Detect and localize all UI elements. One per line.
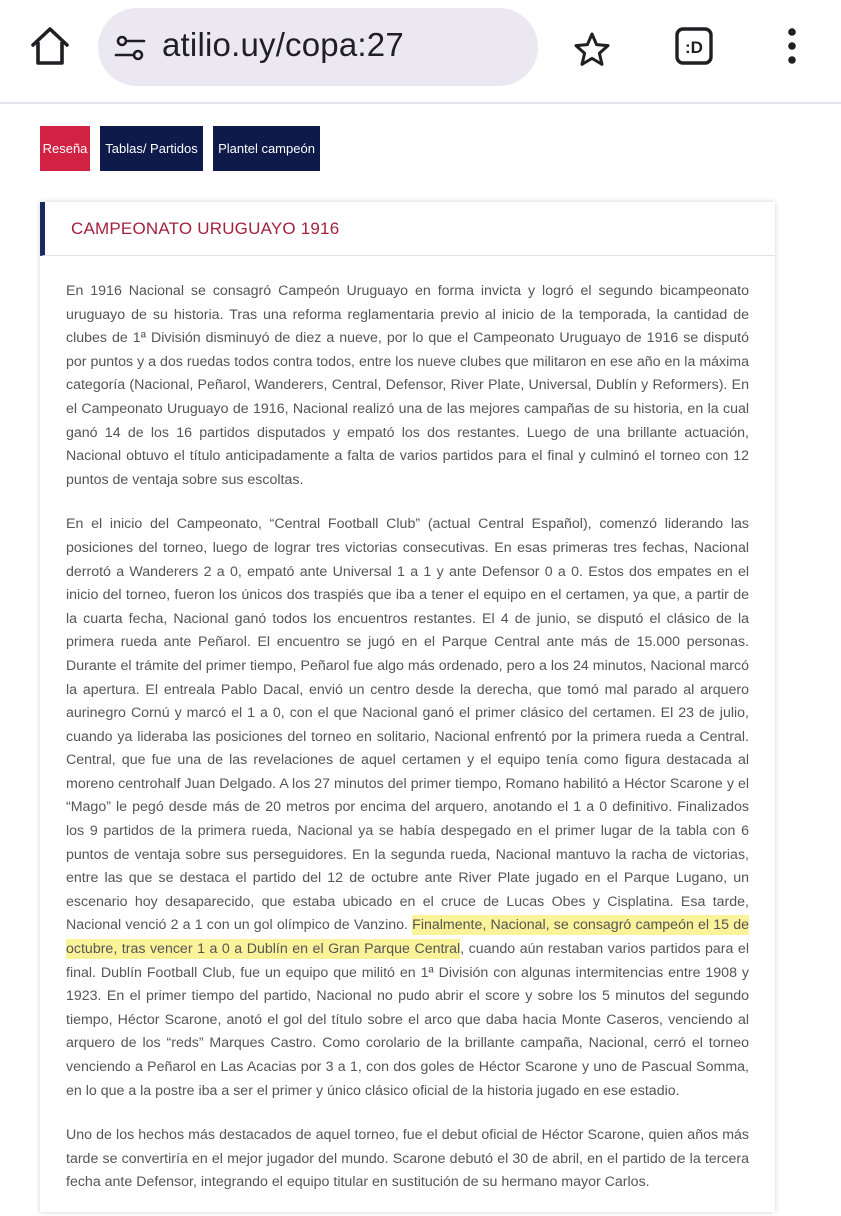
home-icon xyxy=(28,24,72,68)
article-title: CAMPEONATO URUGUAYO 1916 xyxy=(71,219,340,238)
tab-switcher-icon xyxy=(674,26,714,66)
home-button[interactable] xyxy=(28,24,72,68)
star-icon xyxy=(572,30,612,70)
nav-plantel-campeon-button[interactable]: Plantel campeón xyxy=(213,126,320,171)
highlighted-text: Finalmente, Nacional, se consagró campeón el 15 de octubre, tras vencer 1 a 0 a Dublín en el Gran Parque Central xyxy=(66,917,749,958)
tune-icon xyxy=(112,30,148,66)
more-options-button[interactable] xyxy=(780,26,804,68)
article-body xyxy=(66,280,749,1216)
site-settings-button[interactable] xyxy=(112,30,148,66)
url-text[interactable]: atilio.uy/copa:27 xyxy=(162,26,404,63)
address-bar[interactable] xyxy=(98,8,538,86)
tab-switcher-button[interactable] xyxy=(674,26,714,66)
more-vert-icon xyxy=(780,26,804,68)
nav-tablas-partidos-button[interactable]: Tablas/ Partidos xyxy=(100,126,203,171)
tab-count-label: :D xyxy=(685,38,703,57)
bookmark-button[interactable] xyxy=(572,30,612,70)
paragraph-2-text-end: , cuando aún restaban varios partidos para el final. Dublín Football Club, fue un equipo que militó en 1ª División con algunas intermitencias entre 1908 y 1923. En el primer tiempo del partido, Nacional no pudo abrir el score y sobre los 5 minutos del segundo tiempo, Héctor Scarone, anotó el gol del título sobre el arco que daba hacia Monte Caseros, venciendo al arquero de los “reds” Marques Castro. Como corolario de la brillante campaña, Nacional, cerró el torneo venciendo a Peñarol en Las Acacias por 3 a 1, con dos goles de Héctor Scarone y uno de Pascual Somma, en lo que a la postre iba a ser el primer y único clásico oficial de la historia jugado en ese estadio. xyxy=(66,941,749,1099)
paragraph-2-text-start: En el inicio del Campeonato, “Central Football Club” (actual Central Español), comenzó liderando las posiciones del torneo, luego de lograr tres victorias consecutivas. En esas primeras tres fechas, Nacional derrotó a Wanderers 2 a 0, empató ante Universal 1 a 1 y ante Defensor 0 a 0. Estos dos empates en el inicio del torneo, fueron los únicos dos traspiés que iba a tener el equipo en el certamen, ya que, a partir de la cuarta fecha, Nacional ganó todos los encuentros restantes. El 4 de junio, se disputó el clásico de la primera rueda ante Peñarol. El encuentro se jugó en el Parque Central ante más de 15.000 personas. Durante el trámite del primer tiempo, Peñarol fue algo más ordenado, pero a los 24 minutos, Nacional marcó la apertura. El entreala Pablo Dacal, envió un centro desde la derecha, que tomó mal parado al arquero aurinegro Cornú y marcó el 1 a 0, con el que Nacional ganó el primer clásico del certamen. El 23 de julio, cuando ya lideraba las posiciones del torneo en solitario, Nacional enfrentó por la primera rueda a Central. Central, que fue una de las revelaciones de aquel certamen y el equipo tenía como figura destacada al moreno centrohalf Juan Delgado. A los 27 minutos del primer tiempo, Romano habilitó a Héctor Scarone y el “Mago” le pegó desde más de 20 metros por encima del arquero, anotando el 1 a 0 definitivo. Finalizados los 9 partidos de la primera rueda, Nacional ya se había despegado en el primer lugar de la tabla con 6 puntos de ventaja sobre sus perseguidores. En la segunda rueda, Nacional mantuvo la racha de victorias, entre las que se destaca el partido del 12 de octubre ante River Plate jugado en el Parque Lugano, un escenario hoy desaparecido, que estaba ubicado en el cruce de Lucas Obes y Cisplatina. Esa tarde, Nacional venció 2 a 1 con un gol olímpico de Vanzino. xyxy=(66,516,749,934)
nav-resena-button[interactable]: Reseña xyxy=(40,126,90,171)
paragraph-3: Uno de los hechos más destacados de aquel torneo, fue el debut oficial de Héctor Scarone, quien años más tarde se convertiría en el mejor jugador del mundo. Scarone debutó el 30 de abril, en el partido de la tercera fecha ante Defensor, integrando el equipo titular en sustitución de su hermano mayor Carlos. xyxy=(66,1127,749,1191)
article-header xyxy=(40,202,775,256)
article-card xyxy=(40,202,775,1212)
paragraph-1: En 1916 Nacional se consagró Campeón Uruguayo en forma invicta y logró el segundo bicampeonato uruguayo de su historia. Tras una reforma reglamentaria previo al inicio de la temporada, la cantidad de clubes de 1ª División disminuyó de diez a nueve, por lo que el Campeonato Uruguayo de 1916 se disputó por puntos y a dos ruedas todos contra todos, entre los nueve clubes que militaron en ese año en la máxima categoría (Nacional, Peñarol, Wanderers, Central, Defensor, River Plate, Universal, Dublín y Reformers). En el Campeonato Uruguayo de 1916, Nacional realizó una de las mejores campañas de su historia, en la cual ganó 14 de los 16 partidos disputados y empató los dos restantes. Luego de una brillante actuación, Nacional obtuvo el título anticipadamente a falta de varios partidos para el final y culminó el torneo con 12 puntos de ventaja sobre sus escoltas. xyxy=(66,283,749,488)
browser-toolbar xyxy=(0,0,841,104)
paragraph-2 xyxy=(66,513,749,1103)
